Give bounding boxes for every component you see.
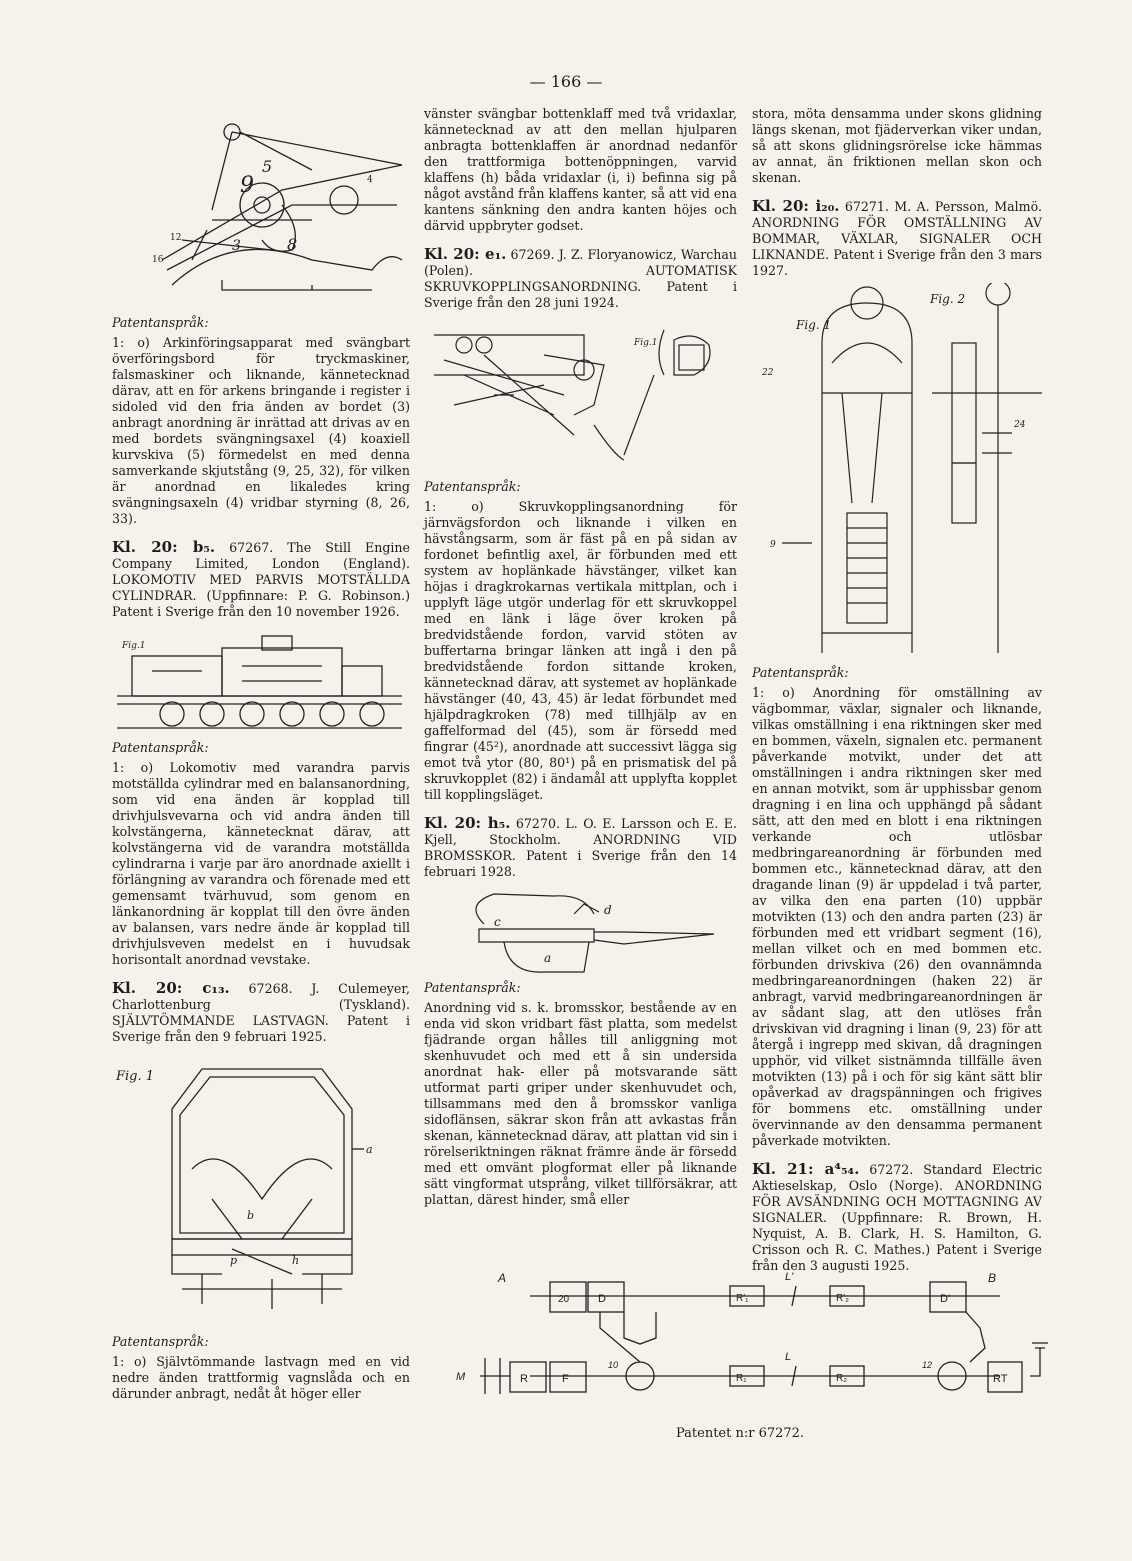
class-label: Kl. 20: e₁.: [424, 245, 507, 263]
svg-text:p: p: [230, 1254, 238, 1267]
svg-text:h: h: [292, 1254, 300, 1267]
entry-text: 67272. Standard Electric Aktieselskap, Oslo (Norge). ANORDNING FÖR AVSÄNDNING OCH MOTTAGNING AV SIGNALER. (Uppfinnare: R. Brown, H. Nyquist, A. B. Clark, H. S. Hamilton, G. Crisson och R. C. Mathes.) Patent i Sverige från den 3 augusti 1925.: [752, 1162, 1043, 1273]
claim-text: Anordning vid s. k. bromsskor, bestående av en enda vid skon vridbart fäst platta, som medelst fjädrande organ hålles till anliggning mot skenhuvudet och med ett å sin undersida anordnat hak- eller på motsvarande sätt utformat parti griper under skenhuvudet och, tillsammans med den å bromsskor vanliga sidoflänsen, säkrar skon från att avkastas från skenan, kännetecknad därav, att plattan vid sin i rörelseriktningen räknat främre ände är försedd med ett omvänt plogformat eller på liknande sätt vingformat utsprång, vilket tillförsäkrar, att plattan, därest hinder, små eller: [424, 1000, 737, 1207]
svg-text:16: 16: [152, 255, 164, 265]
svg-text:12: 12: [170, 233, 182, 243]
claim-heading: Patentanspråk:: [112, 1334, 209, 1349]
page-number: — 166 —: [529, 72, 603, 91]
circuit-label-d: D: [598, 1293, 606, 1305]
circuit-label-b: B: [988, 1271, 997, 1285]
class-label: Kl. 21: a⁴₅₄.: [752, 1160, 860, 1178]
claim-heading: Patentanspråk:: [424, 980, 521, 995]
circuit-label-r2b: R₂: [836, 1373, 848, 1384]
svg-text:24: 24: [1014, 420, 1026, 430]
circuit-label-l1: L': [785, 1271, 794, 1283]
circuit-label-r1b: R₁: [736, 1373, 747, 1384]
svg-text:8: 8: [287, 235, 298, 254]
claim-text: 1: o) Skruvkopplingsanordning för järnvägsfordon och liknande i vilken en hävstångsarm, som är fäst på en på sidan av fordonet befintlig axel, är förbunden med ett system av hoplänkade hävstänger, vilket kan höjas i dragkrokarnas vertikala mittplan, och i upplyft läge utgör underlag för ett skruvkoppel med en länk i läge över kroken på bredvidstående fordon, varvid stöten av buffertarna bringar länken att ingå i den på bredvidstående fordon sittande kroken, kännetecknad därav, att systemet av hoplänkade hävstänger (40, 43, 45) är ledat förbundet med hjälpdragkroken (78) med tillhjälp av en gaffelformad del (45), som är försedd med fingrar (45²), anordnade att successivt lägga sig emot två ytor (80, 80¹) på en prismatisk del på skruvkopplet (82) i ändamål att upplyfta kopplet till kopplingsläget.: [424, 499, 737, 802]
claim-heading: Patentanspråk:: [112, 740, 209, 755]
circuit-label-r2a: R'₂: [836, 1293, 850, 1304]
circuit-label-r1a: R'₁: [736, 1293, 749, 1304]
svg-text:a: a: [366, 1143, 373, 1156]
circuit-label-a: A: [498, 1271, 507, 1285]
patent-entry: [424, 815, 737, 880]
figure-locomotive: [112, 626, 410, 736]
column-2: [424, 106, 737, 1212]
figure-label: Fig. 2: [930, 292, 966, 306]
svg-text:c: c: [494, 915, 501, 929]
circuit-label-12: 12: [922, 1360, 933, 1370]
figure-label: Fig. 1: [796, 318, 832, 332]
claim-text: 1: o) Arkinföringsapparat med svängbart överföringsbord för tryckmaskiner, falsmaskiner och liknande, kännetecknad därav, att en för arkens bringande i register i sidoled vid den fria änden av bordet (3) anbragt anordning är inrättad att drivas av en med bordets svängningsaxel (4) koaxiell kurvskiva (5) förmedelst en med denna samverkande skjutstång (9, 25, 32), för vilken är anordnad en likaledes kring svängningsaxeln (4) vridbar styrning (8, 26, 33).: [112, 335, 410, 526]
figure-brake-shoe: [424, 884, 737, 976]
class-label: Kl. 20: h₅.: [424, 814, 511, 832]
circuit-label-f: F: [562, 1373, 569, 1385]
claim-heading: Patentanspråk:: [752, 665, 849, 680]
circuit-label-r: R: [520, 1373, 528, 1385]
claim-text: 1: o) Lokomotiv med varandra parvis motställda cylindrar med en balansanordning, som vid ena änden är kopplad till drivhjulsvevarna och vid andra änden till kolvstängerna, kännetecknat därav, att kolvstängerna vid de varandra motställda cylindrarna i varje par äro anordnade axiellt i förlängning av varandra och förenade med ett gemensamt tvärhuvud, som genom en länkanordning är kopplat till den övre änden av balansen, vars nedre ände är kopplad till drivhjulsveven medelst en i huvudsak horisontalt anordnad vevstake.: [112, 760, 410, 967]
svg-text:b: b: [247, 1209, 255, 1222]
claim-heading: Patentanspråk:: [112, 315, 209, 330]
circuit-label-d2: D': [940, 1293, 951, 1305]
circuit-label-20: 20: [558, 1294, 570, 1305]
patent-entry: [112, 539, 410, 620]
figure-barrier-mechanism: [752, 283, 1042, 663]
patent-entry: [752, 1161, 1042, 1274]
figure-signal-circuit: [440, 1268, 1060, 1418]
svg-text:3: 3: [232, 238, 241, 254]
continued-text: vänster svängbar bottenklaff med två vridaxlar, kännetecknad av att den mellan hjulparen anbragta bottenklaffen är anordnad nedanför den trattformiga bottenöppningen, varvid klaffens (h) båda vridaxlar (i, i) befinna sig på något avstånd från klaffens kanter, så att vid ena kantens sänkning den andra kanten höjes och därvid uppbryter godset.: [424, 106, 737, 233]
claim-heading: Patentanspråk:: [424, 479, 521, 494]
entry-text: 67267. The Still Engine Company Limited, London (England). LOKOMOTIV MED PARVIS MOTSTÄLLDA CYLINDRAR. (Uppfinnare: P. G. Robinson.) Patent i Sverige från den 10 november 1926.: [112, 540, 410, 619]
figure-caption: Patentet n:r 67272.: [676, 1426, 805, 1441]
figure-label: Fig. 1: [116, 1069, 155, 1084]
entry-text: 67269. J. Z. Floryanowicz, Warchau (Polen). AUTOMATISK SKRUVKOPPLINGSANORDNING. Patent i Sverige från den 28 juni 1924.: [424, 247, 737, 310]
entry-text: 67268. J. Culemeyer, Charlottenburg (Tyskland). SJÄLVTÖMMANDE LASTVAGN. Patent i Sverige från den 9 februari 1925.: [112, 981, 410, 1044]
figure-screw-coupling: [424, 315, 737, 475]
patent-entry: [424, 246, 737, 311]
column-3: [752, 106, 1042, 1278]
column-1: [112, 110, 410, 1406]
svg-text:a: a: [544, 951, 552, 965]
figure-dump-wagon: [112, 1049, 410, 1334]
svg-text:d: d: [604, 903, 612, 917]
continued-text: stora, möta densamma under skons glidning längs skenan, mot fjäderverkan viker undan, så att skons glidningsrörelse icke hämmas av annat, än friktionen mellan skon och skenan.: [752, 106, 1042, 185]
svg-text:5: 5: [262, 157, 273, 176]
svg-text:Fig.1: Fig.1: [122, 641, 146, 651]
svg-text:9: 9: [240, 173, 254, 198]
class-label: Kl. 20: c₁₃.: [112, 979, 230, 997]
patent-entry: [112, 980, 410, 1045]
svg-text:4: 4: [367, 175, 373, 185]
claim-text: 1: o) Anordning för omställning av vägbommar, växlar, signaler och liknande, vilkas omställning i ena riktningen sker med en bommen, växeln, signalen etc. permanent påverkande motvikt, under det att omställningen i andra riktningen sker med en annan motvikt, som är upphissbar genom dragning i en lina och upphängd på sådant sätt, att den med en blott i ena riktningen verkande och utlösbar medbringareanordning är förbunden med bommen etc., kännetecknad därav, att den dragande linan (9) är uppdelad i två parter, av vilka den ena parten (10) uppbär motvikten (13) och den andra parten (23) är förbunden med ett vridbart segment (16), mellan vilket och en med bommen etc. förbunden drivskiva (26) den ovannämnda medbringareanordningen (haken 22) är anbragt, varvid medbringareanordningen är av sådant slag, att den utlöses från drivskivan vid dragning i linan (9, 23) för att återgå i ingrepp med skivan, då dragningen upphör, vid vilket sistnämnda tillfälle även motvikten (13) på i och för sig känt sätt blir opåverkad av dragspänningen och frigives för bommens etc. omställning under övervinnande av den densamma permanent påverkade motvikten.: [752, 685, 1042, 1148]
figure-sheet-feeder: [112, 110, 410, 315]
entry-text: 67271. M. A. Persson, Malmö. ANORDNING FÖR OMSTÄLLNING AV BOMMAR, VÄXLAR, SIGNALER OCH LIKNANDE. Patent i Sverige från den 3 mars 1927.: [752, 199, 1042, 278]
svg-text:22: 22: [762, 368, 774, 378]
svg-text:Fig.1: Fig.1: [634, 338, 658, 348]
svg-text:9: 9: [770, 540, 776, 550]
circuit-label-rt: RT: [993, 1373, 1008, 1385]
circuit-label-l: L: [785, 1351, 792, 1363]
claim-text: 1: o) Självtömmande lastvagn med en vid nedre änden trattformig vagnslåda och en därunder anbragt, nedåt åt höger eller: [112, 1354, 410, 1401]
entry-text: 67270. L. O. E. Larsson och E. E. Kjell, Stockholm. ANORDNING VID BROMSSKOR. Patent i Sverige från den 14 februari 1928.: [424, 816, 738, 879]
circuit-label-m: M: [456, 1371, 466, 1383]
class-label: Kl. 20: i₂₀.: [752, 197, 840, 215]
patent-entry: [752, 198, 1042, 279]
class-label: Kl. 20: b₅.: [112, 538, 216, 556]
circuit-label-10: 10: [608, 1360, 619, 1370]
